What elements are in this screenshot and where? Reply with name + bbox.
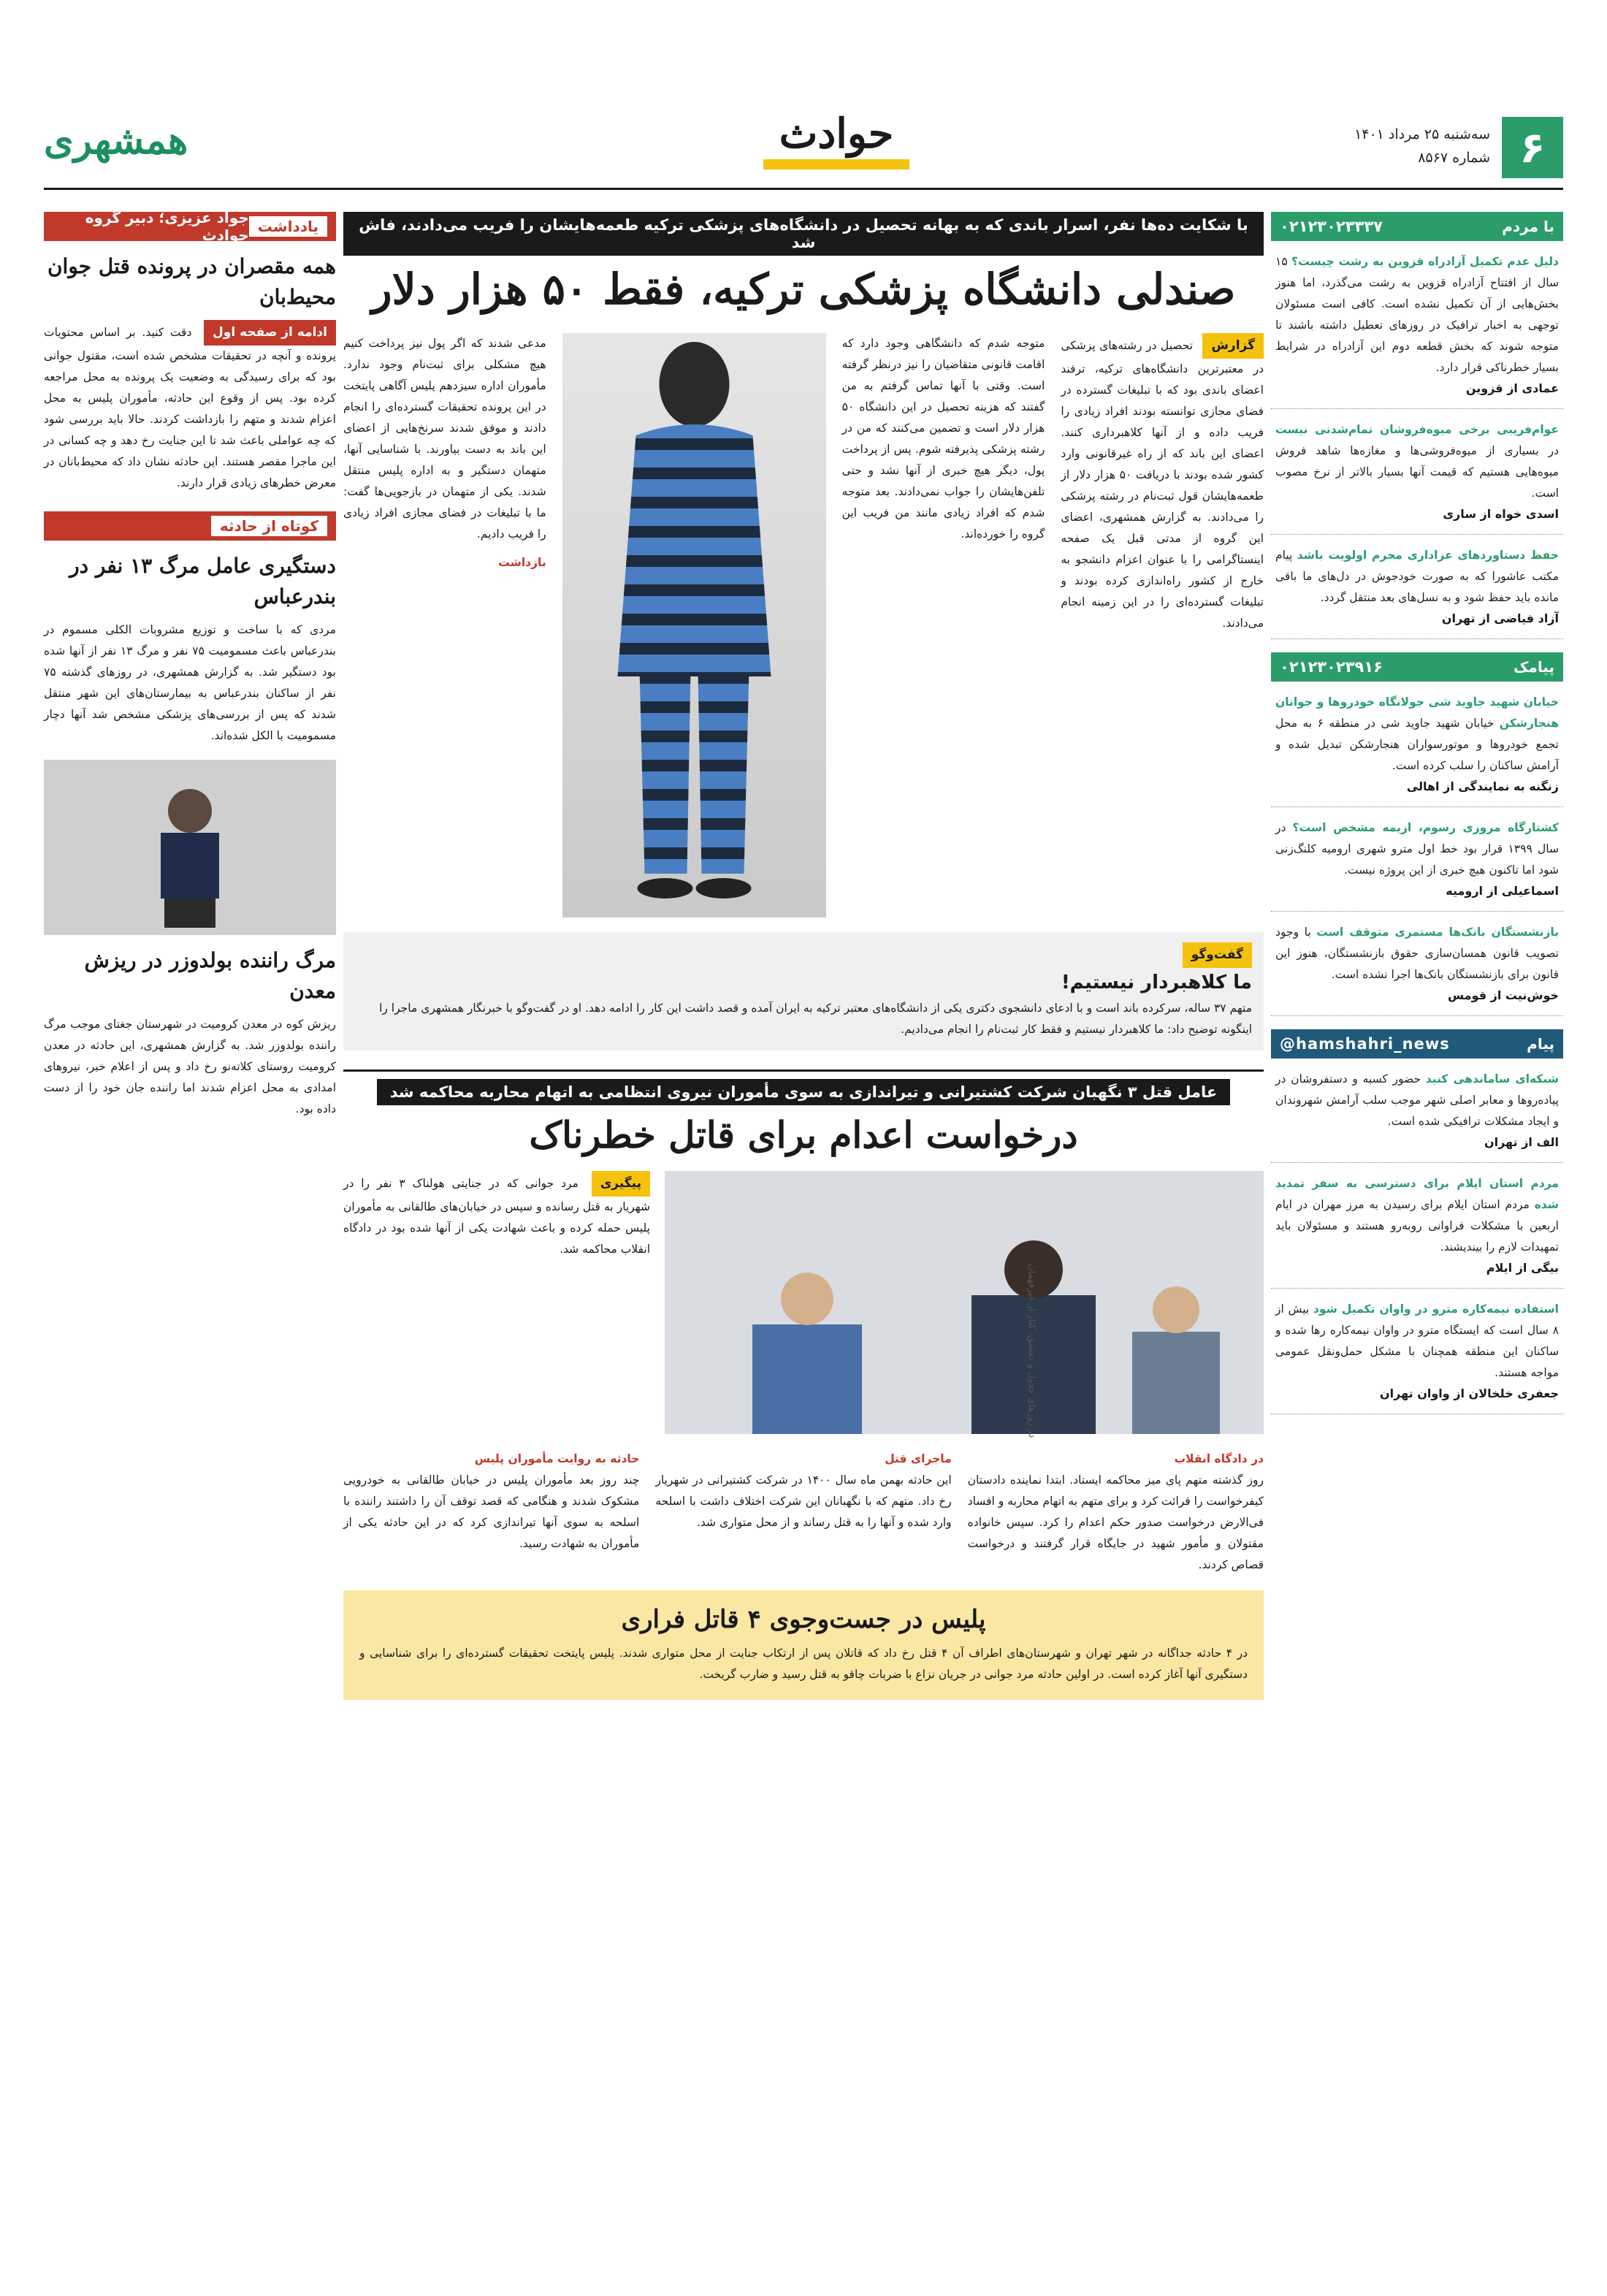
main-story-col2 [842,333,1045,918]
second-col2 [655,1449,951,1576]
list-item [1271,1059,1563,1163]
sms-box-phone[interactable]: ۰۲۱۲۳۰۲۳۹۱۶ [1280,658,1383,676]
issue-date: سه‌شنبه ۲۵ مرداد ۱۴۰۱ [1354,126,1490,142]
list-item [1271,912,1563,1016]
memo-header [44,209,336,244]
issue-meta [1354,123,1490,169]
interview-box [343,932,1264,1050]
people-box-title: با مردم [1502,218,1554,235]
second-lead [343,1171,650,1434]
list-item [1271,682,1563,807]
second-kicker: عامل قتل ۳ نگهبان شرکت کشتیرانی و تیراندازی به سوی مأموران نیروی انتظامی به اتهام محاربه محاکمه شد [377,1079,1231,1105]
story-text: چند روز بعد مأموران پلیس در خیابان طالقانی به خودرویی مشکوک شدند و هنگامی که قصد توقف آن را داشتند راننده با اسلحه به سوی آنها تیراندازی کرد که در این حادثه یکی از مأموران به شهادت رسید. [343,1473,640,1550]
item-lead: شبکه‌ای ساماندهی کنید [1425,1072,1559,1086]
item-text: در سال ۱۳۹۹ قرار بود خط اول مترو شهری ارومیه کلنگ‌زنی شود اما تاکنون هیچ خبری از این پروژه نیست. [1275,821,1559,877]
list-item [1271,1289,1563,1414]
brief-header [44,511,336,541]
section-title: حوادث [752,110,920,169]
memo-text [44,320,336,494]
item-lead: خیابان شهید جاوید شی جولانگاه خودروها و جوانان هنجارشکن [1275,695,1559,730]
interview-text: متهم ۳۷ ساله، سرکرده باند است و با ادعای دانشجوی دکتری یکی از دانشگاه‌های معتبر ترکیه به ایران آمده و قصد داشت این کار را ادامه دهد. او در گفت‌وگو با خبرنگار همشهری ماجرا را اینگونه توضیح داد: ما کلاهبردار نیستیم و فقط کار ثبت‌نام را انجام می‌دادیم. [379,1002,1252,1036]
story-subhead: حادثه به روایت مأموران پلیس [474,1452,640,1465]
item-sign: عمادی از قزوین [1465,381,1559,395]
story-subhead: در دادگاه انقلاب [1174,1452,1264,1465]
item-sign: جعفری خلخالان از واوان تهران [1379,1387,1559,1400]
fugitive-box [343,1590,1264,1700]
memo-title[interactable]: همه مقصران در پرونده قتل جوان محیط‌بان [47,254,336,309]
item-text: مردم استان ایلام برای رسیدن به مرز مهران در ایام اربعین با مشکلات فراوانی روبه‌رو هستند و مسئولان باید تمهیدات لازم را بیندیشند. [1275,1198,1559,1254]
item-text: حضور کسبه و دستفروشان در پیاده‌روها و معابر اصلی شهر موجب سلب آرامش شهروندان و ایجاد مشکلات ترافیکی شده است. [1275,1072,1559,1128]
item-text: با وجود تصویب قانون همسان‌سازی حقوق بازنشستگان، هنوز این قانون برای بازنشستگان بانک‌ها اجرا نشده است. [1275,926,1559,981]
main-story-col3 [343,333,546,918]
photo-caption: در روزهای جدول و دمشق، کنار از غیرفهمان [1026,1264,1037,1438]
main-kicker: با شکایت ده‌ها نفر، اسرار باندی که به بهانه تحصیل در دانشگاه‌های پزشکی ترکیه طعمه‌هایشان را فریب می‌دادند، فاش شد [343,212,1264,256]
item-text: پیام مکتب عاشورا که به صورت خودجوش در دل‌های ما باقی مانده باید حفظ شود و به نسل‌های بعد منتقل گردد. [1275,549,1559,604]
story-text: دقت کنید. بر اساس محتویات پرونده و آنچه در تحقیقات مشخص شده است، مقتول جوانی بود که برای رسیدگی به وضعیت یک پرونده به محل مراجعه کرده بود. پس از وقوع این حادثه، مأموران پلیس به محل اعزام شدند و متهم را بازداشت کردند. حالا باید بررسی شود که چه عواملی باعث شد تا این جنایت رخ دهد و چه کسانی در این ماجرا مقصر هستند. این حادثه نشان داد که محیط‌بانان در معرض خطرهای زیادی قرار دارند. [44,326,336,489]
story-text: روز گذشته متهم پای میز محاکمه ایستاد. ابتدا نماینده دادستان کیفرخواست را قرائت کرد و برای متهم به اتهام محاربه و افساد فی‌الارض درخواست صدور حکم اعدام را کرد. سپس خانواده مقتولان و مأمور شهید در جایگاه قرار گرفتند و درخواست قصاص کردند. [967,1473,1264,1571]
page-header [44,110,1563,190]
brief1-title[interactable]: دستگیری عامل مرگ ۱۳ نفر در بندرعباس [69,554,336,609]
brief1-text: مردی که با ساخت و توزیع مشروبات الکلی مسموم در بندرعباس باعث مسمومیت ۷۵ نفر و مرگ ۱۳ نفر از آنها شده بود دستگیر شد. به گزارش همشهری، در روزهای گذشته ۷۵ نفر از ساکنان بندرعباس به بیمارستان‌های این شهر منتقل شدند که پس از بررسی‌های پزشکی مشخص شد آنها دچار مسمومیت با الکل شده‌اند. [44,623,336,742]
interview-label: گفت‌وگو [1183,942,1252,968]
story-text: مرد جوانی که در جنایتی هولناک ۳ نفر را در شهریار به قتل رسانده و سپس در خیابان‌های طالقانی به مأموران پلیس حمله کرده و باعث شهادت یکی از آنها شده بود در دادگاه انقلاب محاکمه شد. [343,1177,650,1256]
sms-box-header [1271,652,1563,682]
left-column [44,209,336,1120]
brief2-title[interactable]: مرگ راننده بولدوزر در ریزش معدن [84,948,336,1003]
item-sign: آزاد فیاضی از تهران [1441,611,1559,625]
memo-tag: یادداشت [249,216,327,237]
item-sign: اسدی خواه از ساری [1443,507,1559,521]
item-lead: حفظ دستاوردهای عزاداری محرم اولویت باشد [1297,549,1559,562]
report-label: گزارش [1202,333,1264,359]
story-text: متوجه شدم که دانشگاهی وجود دارد که اقامت قانونی متقاضیان را نیز درنظر گرفته است. وقتی با آنها تماس گرفتم به من گفتند که هزینه تحصیل در این دانشگاه ۵۰ هزار دلار است و تضمین می‌کنند که من در رشته پزشکی پذیرفته شوم. پس از پرداخت پول، دیگر هیچ خبری از آنها نشد و حتی تلفن‌هایشان را جواب نمی‌دادند. بعد متوجه شدم که افراد زیادی مانند من فریب این گروه را خورده‌اند. [841,337,1045,541]
second-col1 [968,1449,1264,1576]
seated-suspect-icon [44,760,336,935]
second-headline[interactable]: درخواست اعدام برای قاتل خطرناک [529,1113,1078,1156]
item-lead: مردم استان ایلام برای دسترسی به سفر تمدید شده [1275,1177,1559,1211]
second-col3 [343,1449,639,1576]
people-box-header [1271,212,1563,241]
item-sign: بیگی از ایلام [1486,1261,1559,1275]
second-story [343,1069,1264,1700]
sms-box-title: پیامک [1513,658,1554,676]
issue-number: شماره ۸۵۶۷ [1418,150,1490,166]
story-text: تحصیل در رشته‌های پزشکی در معتبرترین دانشگاه‌های ترکیه، ترفند اعضای باندی بود که با تبلیغات گسترده در فضای مجازی توانسته بودند افراد زیادی را فریب داده و از آنها کلاهبرداری کنند. اعضای این باند که از راه غیرقانونی وارد کشور شده بودند با دریافت ۵۰ هزار دلار از طعمه‌هایشان قول ثبت‌نام در رشته پزشکی را می‌دادند. به گزارش همشهری، اعضای این گروه از مدتی قبل یک صفحه اینستاگرامی را با عنوان اعزام دانشجو به خارج از کشور راه‌اندازی کرده بودند و تبلیغات گسترده‌ای را در این زمینه انجام می‌دادند. [1061,339,1264,630]
story-text: این حادثه بهمن ماه سال ۱۴۰۰ در شرکت کشتیرانی در شهریار رخ داد. متهم که با نگهبانان این شرکت اختلاف داشت با اسلحه وارد شده و آنها را به قتل رساند و از محل متواری شد. [655,1473,952,1529]
message-box-header [1271,1029,1563,1059]
story-text: مدعی شدند که اگر پول نیز پرداخت کنیم هیچ مشکلی برای ثبت‌نام وجود ندارد. مأموران اداره سیزدهم پلیس آگاهی پایتخت در این پرونده تحقیقات گسترده‌ای را انجام دادند و موفق شدند سرنخ‌هایی از اعضای این باند به دست بیاورند. با شناسایی آنها، متهمان دستگیر و به اداره پلیس منتقل شدند. یکی از متهمان در بازجویی‌ها گفت: ما با تبلیغات در فضای مجازی افراد زیادی را فریب دادیم. [343,337,546,541]
item-lead: بازنشستگان بانک‌ها مستمری متوقف است [1316,926,1559,939]
fugitive-text: در ۴ حادثه جداگانه در شهر تهران و شهرستان‌های اطراف آن ۴ قتل رخ داد که قاتلان پس از ارتکاب جنایت از محل متواری شدند. پلیس پایتخت تحقیقات گسترده‌ای را برای شناسایی و دستگیری آنها آغاز کرده است. در اولین حادثه مرد جوانی در جریان نزاع با ضربات چاقو به قتل رسید و ضارب گریخت. [359,1647,1248,1681]
courtroom-scene-icon [665,1171,1264,1434]
memo-continue-label: ادامه از صفحه اول [204,320,336,346]
right-column [1271,212,1563,1414]
item-lead: استفاده نیمه‌کاره مترو در واوان تکمیل شود [1313,1303,1559,1316]
story-subhead: ماجرای قتل [885,1452,952,1465]
prisoner-photo [562,333,826,918]
prisoner-figure-icon [562,333,826,918]
item-text: ۱۵ سال از افتتاح آزادراه قزوین به رشت می‌گذرد، اما هنوز بخش‌هایی از آن تکمیل نشده است. کافی است مسئولان توجهی به اخبار ترافیک در روزهای تعطیل داشته باشند تا متوجه شوند که بخش قطعه دوم این آزادراه در شرایط بسیار خطرناکی قرار دارد. [1275,255,1559,374]
fugitive-title: پلیس در جست‌وجوی ۴ قاتل فراری [621,1605,986,1634]
item-sign: خوش‌نیت از قومس [1448,988,1559,1002]
item-lead: عوام‌فریبی برخی میوه‌فروشان تمام‌شدنی نیست [1275,423,1559,436]
suspect-photo [44,760,336,935]
list-item [1271,1163,1563,1289]
interview-title: ما کلاهبردار نیستیم! [1061,972,1252,993]
item-sign: اسماعیلی از ارومیه [1446,884,1559,898]
main-headline[interactable]: صندلی دانشگاه پزشکی ترکیه، فقط ۵۰ هزار دلار [371,264,1236,314]
memo-author: جواد عزیزی؛ دبیر گروه حوادث [85,209,249,244]
followup-label: پیگیری [592,1171,650,1197]
item-sign: الف از تهران [1484,1135,1559,1149]
item-text: خیابان شهید جاوید شی در منطقه ۶ به محل تجمع خودروها و موتورسواران هنجارشکن تبدیل شده و آرامش ساکنان را سلب کرده است. [1275,717,1559,772]
item-sign: زنگنه به نمایندگی از اهالی [1406,779,1559,793]
newspaper-logo[interactable]: همشهری [44,118,188,163]
list-item [1271,241,1563,409]
main-story-col1 [1061,333,1264,918]
people-box-phone[interactable]: ۰۲۱۲۳۰۲۳۳۳۷ [1280,218,1383,235]
list-item [1271,409,1563,535]
item-lead: کشتارگاه مروزی رسوم، ازیمه مشخص است؟ [1292,821,1559,834]
item-text: در بسیاری از میوه‌فروشی‌ها و مغازه‌ها شاهد فروش میوه‌هایی هستیم که قیمت آنها بسیار بالاتر از نرخ مصوب است. [1275,444,1559,500]
brief2-text: ریزش کوه در معدن کرومیت در شهرستان جغتای موجب مرگ راننده بولدوزر شد. به گزارش همشهری، این حادثه در معدن کرومیت روستای کلاته‌نو رخ داد و پس از اعلام خبر، نیروهای امدادی به محل اعزام شدند اما راننده جان خود را از دست داده بود. [44,1018,336,1115]
list-item [1271,807,1563,912]
courtroom-photo [665,1171,1264,1434]
brief-tag: کوتاه از حادثه [211,516,327,536]
item-text: بیش از ۸ سال است که ایستگاه مترو در واوان نیمه‌کاره رها شده و ساکنان این منطقه همچنان با مشکل حمل‌ونقل عمومی مواجه هستند. [1275,1303,1559,1379]
item-lead: دلیل عدم تکمیل آزادراه قزوین به رشت چیست؟ [1291,255,1559,268]
message-box-handle[interactable]: @hamshahri_news [1280,1035,1450,1053]
story-subhead: بازداشت [498,556,546,569]
main-column [343,212,1264,1700]
message-box-title: پیام [1527,1035,1554,1053]
list-item [1271,535,1563,639]
page-number: ۶ [1502,117,1563,178]
